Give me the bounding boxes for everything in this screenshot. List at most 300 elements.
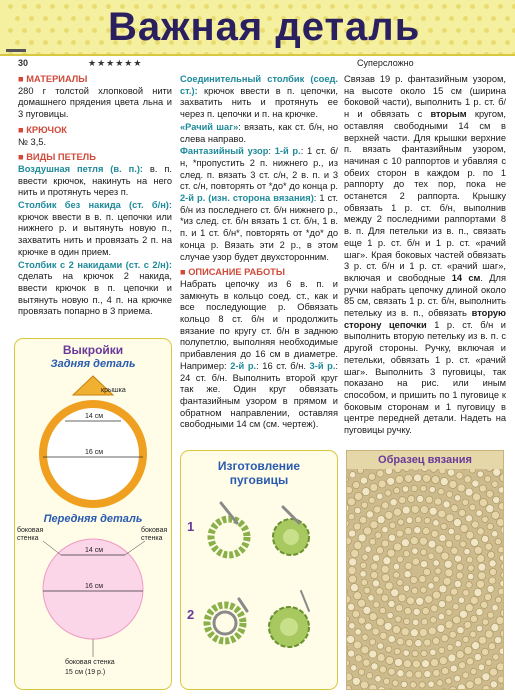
knit-bobble bbox=[441, 523, 447, 529]
knit-bobble bbox=[375, 676, 381, 682]
knit-bobble bbox=[383, 678, 389, 684]
knit-bobble bbox=[420, 587, 426, 593]
knit-bobble bbox=[377, 654, 385, 662]
knit-bobble bbox=[472, 480, 479, 487]
header-pattern-dot bbox=[64, 4, 69, 9]
header-pattern-dot bbox=[316, 52, 321, 56]
knit-bobble bbox=[438, 510, 446, 518]
header-pattern-dot bbox=[428, 4, 433, 9]
knit-bobble bbox=[414, 474, 422, 482]
header-pattern-dot bbox=[428, 28, 433, 33]
knit-bobble bbox=[454, 580, 461, 587]
knit-bobble bbox=[478, 572, 486, 580]
knit-bobble bbox=[426, 496, 433, 503]
knit-bobble bbox=[432, 476, 440, 484]
header-pattern-dot bbox=[85, 16, 90, 21]
knit-bobble bbox=[465, 515, 472, 522]
sample-photo-image bbox=[347, 451, 504, 690]
knit-bobble bbox=[462, 672, 468, 678]
knit-bobble bbox=[458, 597, 464, 603]
knit-bobble bbox=[485, 476, 491, 482]
knit-bobble bbox=[354, 542, 362, 550]
step-2-drawings bbox=[207, 591, 309, 647]
knit-bobble bbox=[477, 471, 483, 477]
knit-bobble bbox=[369, 497, 375, 503]
knit-bobble bbox=[431, 530, 438, 537]
knit-bobble bbox=[362, 554, 368, 560]
knit-bobble bbox=[471, 538, 479, 546]
patterns-title: Выкройки bbox=[62, 343, 124, 357]
knit-bobble bbox=[401, 628, 409, 636]
knit-bobble bbox=[348, 650, 355, 657]
knit-bobble bbox=[371, 571, 378, 578]
knit-bobble bbox=[493, 654, 499, 660]
knit-bobble bbox=[358, 669, 364, 675]
knit-bobble bbox=[441, 635, 448, 642]
knit-bobble bbox=[485, 543, 492, 550]
knit-bobble bbox=[369, 539, 375, 545]
knit-bobble bbox=[424, 671, 431, 678]
knit-bobble bbox=[362, 634, 368, 640]
knit-bobble bbox=[358, 617, 365, 624]
knit-bobble bbox=[373, 602, 379, 608]
header-pattern-dot bbox=[57, 40, 62, 45]
knit-bobble bbox=[446, 678, 452, 684]
knit-bobble bbox=[467, 658, 474, 665]
knit-bobble bbox=[349, 530, 356, 537]
knit-bobble bbox=[493, 496, 500, 503]
knit-bobble bbox=[419, 682, 425, 688]
knit-bobble bbox=[446, 540, 453, 547]
knit-bobble bbox=[488, 643, 495, 650]
materials-text: 280 г толстой хлопковой нити домашнего прядения цвета льна и 3 пуговицы. bbox=[18, 85, 172, 120]
knit-bobble bbox=[349, 472, 355, 478]
knit-bobble bbox=[445, 621, 453, 629]
header-pattern-dot bbox=[22, 28, 27, 33]
side-wall-left-label: боковая стенка bbox=[17, 527, 44, 542]
knit-bobble bbox=[369, 684, 377, 690]
knit-bobble bbox=[456, 563, 463, 570]
knit-bobble bbox=[482, 516, 488, 522]
header-pattern-dot bbox=[470, 4, 475, 9]
knit-bobble bbox=[374, 506, 381, 513]
knit-bobble bbox=[361, 579, 367, 585]
knit-bobble bbox=[411, 485, 417, 491]
knit-bobble bbox=[451, 588, 458, 595]
front-piece-title: Передняя деталь bbox=[43, 513, 143, 525]
knit-bobble bbox=[391, 589, 399, 597]
knit-bobble bbox=[414, 527, 421, 534]
knit-bobble bbox=[384, 622, 392, 630]
knit-bobble bbox=[500, 555, 504, 561]
knit-bobble bbox=[381, 565, 389, 573]
knit-bobble bbox=[423, 474, 431, 482]
knit-bobble bbox=[450, 665, 457, 672]
knit-bobble bbox=[412, 660, 420, 668]
header-pattern-dot bbox=[358, 52, 363, 56]
knit-bobble bbox=[434, 498, 441, 505]
knit-bobble bbox=[404, 571, 411, 578]
knit-bobble bbox=[419, 575, 426, 582]
knit-bobble bbox=[388, 600, 395, 607]
knit-bobble bbox=[397, 638, 404, 645]
knit-bobble bbox=[419, 537, 427, 545]
header-pattern-dot bbox=[162, 52, 167, 56]
difficulty-label: Суперсложно bbox=[357, 58, 414, 68]
knit-bobble bbox=[377, 643, 383, 649]
knit-bobble bbox=[435, 545, 443, 553]
knit-bobble bbox=[464, 646, 472, 654]
header-pattern-dot bbox=[470, 28, 475, 33]
knit-bobble bbox=[371, 663, 378, 670]
knit-bobble bbox=[410, 576, 417, 583]
knit-bobble bbox=[387, 549, 395, 557]
knit-bobble bbox=[439, 585, 447, 593]
knit-bobble bbox=[385, 511, 393, 519]
knit-bobble bbox=[397, 670, 404, 677]
knit-bobble bbox=[439, 535, 446, 542]
knit-bobble bbox=[463, 636, 469, 642]
knit-bobble bbox=[350, 584, 358, 592]
knit-bobble bbox=[354, 523, 361, 530]
knit-bobble bbox=[497, 663, 504, 671]
knit-bobble bbox=[377, 470, 384, 477]
knit-bobble bbox=[393, 626, 401, 634]
knit-bobble bbox=[420, 561, 427, 568]
header-pattern-dot bbox=[43, 40, 48, 45]
knit-bobble bbox=[376, 547, 383, 554]
knit-bobble bbox=[449, 480, 457, 488]
width-14-label: 14 см bbox=[85, 413, 104, 420]
knit-bobble bbox=[457, 484, 465, 492]
header-pattern-dot bbox=[29, 16, 34, 21]
knit-bobble bbox=[443, 501, 450, 508]
page-title: Важная деталь bbox=[108, 5, 421, 49]
knit-bobble bbox=[351, 550, 359, 558]
knit-bobble bbox=[464, 621, 471, 628]
header-pattern-dot bbox=[288, 52, 293, 56]
knit-bobble bbox=[479, 485, 486, 492]
knit-bobble bbox=[397, 579, 403, 585]
knit-bobble bbox=[360, 571, 366, 577]
knit-bobble bbox=[410, 629, 418, 637]
knit-bobble bbox=[495, 538, 501, 544]
knit-bobble bbox=[499, 648, 504, 654]
knit-bobble bbox=[458, 684, 466, 690]
header-pattern-dot bbox=[36, 28, 41, 33]
knit-bobble bbox=[406, 671, 413, 678]
knit-bobble bbox=[369, 639, 375, 645]
knit-bobble bbox=[412, 558, 419, 565]
knit-bobble bbox=[470, 596, 478, 604]
knit-bobble bbox=[475, 689, 482, 690]
knit-bobble bbox=[406, 517, 412, 523]
knit-bobble bbox=[387, 477, 395, 485]
knit-bobble bbox=[424, 517, 430, 523]
header-pattern-dot bbox=[99, 16, 104, 21]
side-wall-size-label: 15 см (19 р.) bbox=[65, 669, 106, 676]
header-pattern-dot bbox=[386, 52, 391, 56]
header-pattern-dot bbox=[232, 52, 237, 56]
knit-bobble bbox=[420, 485, 426, 491]
knit-bobble bbox=[415, 671, 422, 678]
knit-bobble bbox=[459, 509, 466, 516]
knit-bobble bbox=[430, 649, 436, 655]
knit-bobble bbox=[377, 516, 385, 524]
knit-bobble bbox=[466, 681, 474, 689]
header-pattern-dot bbox=[43, 16, 48, 21]
width-14b-label: 14 см bbox=[85, 547, 104, 554]
knit-bobble bbox=[382, 502, 389, 509]
knit-bobble bbox=[485, 630, 493, 638]
knit-bobble bbox=[492, 605, 498, 611]
fancy-pattern: Фантазийный узор: 1-й р.: 1 ст. б/н, *пропустить 2 п. нижнего р., из след. п. вязать 3 ст. с/н, 2 в. п. и 3 ст. с/н, повторять от *до* до конца р. 2-й р. (изн. сторона вязания): 1 ст. б/н из последнего ст. б/н нижнего р., *из след. ст. б/н вязать 1 ст. б/н, 1 в. п. и 1 ст. б/н*, повторять от *до* до конца р. Вязать эти 2 р., в этом случае узор будет двухсторонним. bbox=[180, 146, 339, 262]
knit-bobble bbox=[395, 658, 403, 666]
knit-bobble bbox=[433, 560, 439, 566]
loop-single-crochet: Столбик без накида (ст. б/н): крючок ввести в в. п. цепочки или нижнего р. и вытянуть новую п., захватить нить и провязать 2 п. на крючке в один прием. bbox=[18, 200, 172, 257]
text-column-1 bbox=[18, 74, 172, 319]
knit-bobble bbox=[399, 497, 406, 504]
knit-bobble bbox=[482, 535, 489, 542]
loop-double-treble: Столбик с 2 накидами (ст. с 2/н): сделать на крючок 2 накида, ввести крючок в п. цепочки и вытянуть новую п., 4 п. на крючке провязать попарно в 3 приема. bbox=[18, 259, 172, 317]
knit-bobble bbox=[398, 594, 406, 602]
header-pattern-dot bbox=[428, 52, 433, 56]
knit-bobble bbox=[407, 597, 415, 605]
knit-bobble bbox=[360, 681, 368, 689]
knit-bobble bbox=[383, 557, 391, 565]
knit-bobble bbox=[401, 539, 409, 547]
knit-bobble bbox=[446, 609, 452, 615]
knit-bobble bbox=[478, 563, 486, 571]
header-pattern-dot bbox=[491, 16, 496, 21]
header-pattern-dot bbox=[484, 4, 489, 9]
header-pattern-dot bbox=[442, 28, 447, 33]
knit-bobble bbox=[385, 490, 391, 496]
header-pattern-dot bbox=[477, 40, 482, 45]
knit-bobble bbox=[401, 681, 407, 687]
knit-bobble bbox=[415, 640, 422, 647]
width-16-label: 16 см bbox=[85, 449, 104, 456]
header-pattern-dot bbox=[400, 52, 405, 56]
header-pattern-dot bbox=[71, 40, 76, 45]
hook-text: № 3,5. bbox=[18, 136, 47, 147]
knit-bobble bbox=[361, 646, 369, 654]
knit-bobble bbox=[355, 655, 362, 662]
header-pattern-dot bbox=[64, 28, 69, 33]
knit-bobble bbox=[385, 582, 393, 590]
knit-bobble bbox=[478, 664, 484, 670]
knit-bobble bbox=[365, 546, 371, 552]
knit-bobble bbox=[372, 628, 379, 635]
knit-bobble bbox=[492, 511, 500, 519]
knit-bobble bbox=[468, 565, 474, 571]
knit-bobble bbox=[489, 560, 496, 567]
knit-bobble bbox=[489, 577, 496, 584]
header-pattern-dot bbox=[204, 52, 209, 56]
knit-bobble bbox=[371, 563, 378, 570]
knit-bobble bbox=[460, 524, 468, 532]
knit-bobble bbox=[360, 477, 367, 484]
header-pattern-dot bbox=[442, 4, 447, 9]
knit-bobble bbox=[394, 543, 402, 551]
knit-bobble bbox=[382, 540, 389, 547]
knit-bobble bbox=[498, 487, 504, 493]
knit-bobble bbox=[364, 527, 372, 535]
section-heading-materials: ■ МАТЕРИАЛЫ bbox=[18, 74, 88, 84]
knit-bobble bbox=[469, 504, 475, 510]
knit-bobble bbox=[408, 495, 415, 502]
knit-bobble bbox=[347, 538, 351, 545]
knit-bobble bbox=[390, 499, 397, 506]
knit-bobble bbox=[428, 583, 434, 589]
knit-bobble bbox=[470, 668, 476, 674]
knit-bobble bbox=[355, 629, 361, 635]
knit-bobble bbox=[415, 517, 421, 523]
knit-bobble bbox=[428, 553, 434, 559]
knit-bobble bbox=[392, 680, 398, 686]
knit-bobble bbox=[387, 612, 393, 618]
header-pattern-dot bbox=[260, 52, 265, 56]
knit-bobble bbox=[466, 531, 474, 539]
width-16b-label: 16 см bbox=[85, 583, 104, 590]
knit-bobble bbox=[419, 629, 427, 637]
knit-bobble bbox=[495, 637, 502, 644]
knit-bobble bbox=[484, 593, 491, 600]
knit-bobble bbox=[416, 597, 424, 605]
knit-bobble bbox=[360, 517, 367, 524]
header-pattern-dot bbox=[414, 52, 419, 56]
knit-bobble bbox=[365, 623, 372, 630]
knit-bobble bbox=[372, 580, 379, 587]
header-pattern-dot bbox=[78, 4, 83, 9]
knit-bobble bbox=[405, 474, 413, 482]
knit-bobble bbox=[460, 541, 466, 547]
header-pattern-dot bbox=[50, 28, 55, 33]
knit-bobble bbox=[417, 495, 424, 502]
header-pattern-dot bbox=[491, 40, 496, 45]
knit-bobble bbox=[448, 469, 455, 476]
knit-bobble bbox=[446, 491, 452, 497]
header-pattern-dot bbox=[78, 28, 83, 33]
knit-bobble bbox=[439, 657, 447, 665]
knit-bobble bbox=[442, 667, 449, 674]
knit-bobble bbox=[388, 636, 395, 643]
knit-bobble bbox=[438, 601, 445, 608]
knit-bobble bbox=[428, 540, 436, 548]
knit-bobble bbox=[363, 659, 370, 666]
knit-bobble bbox=[454, 555, 461, 562]
work-description-continued: Связав 19 р. фантазийным узором, на высоте около 15 см (ширина боковой части), выполнить 1 р. ст. б/н и обвязать с вторым кругом, оставляя свободными 14 см в верхней части. Для крышки верхние п. вязать фантазийным узором, начиная с 10 раппортов и убавляя с обеих сторон в каждом р. по 1 раппорту до тех пор, пока не останется 2 раппорта. Крышку обвязать 1 р. ст. б/н, выполнив между 2 последними раппортами 8 в. п. Для петельки из в. п., связать еще 1 р. ст. б/н и 1 р. ст. «рачий шаг». Края боковых частей обвязать 3 р. ст. б/н и 1 р. ст. «рачий шаг», включая и свободные 14 см. Для ручки набрать цепочку длиной около 85 см, связать 1 р. ст. б/н, выполнить петельку из в. п., обвязать вторую сторону цепочки 1 р. ст. б/н и выполнить вторую петельку из в. п. с другой стороны. Ручку, включая и петельки, обвязать 1 р. ст. «рачий шаг». Выполнить 3 пуговицы, так показано на рис. или иным способом, и пришить по 1 пуговице к боковым сторонам и 1 пуговицу в центре передней детали. Надеть на пуговицы ручку. bbox=[344, 74, 506, 436]
knitting-sample-photo bbox=[346, 450, 504, 690]
knit-bobble bbox=[431, 605, 438, 612]
knit-bobble bbox=[421, 650, 427, 656]
knit-bobble bbox=[456, 472, 463, 479]
knit-bobble bbox=[351, 665, 357, 671]
header-pattern-dot bbox=[274, 52, 279, 56]
knit-bobble bbox=[398, 519, 404, 525]
knit-bobble bbox=[428, 681, 434, 687]
header-pattern-dot bbox=[484, 28, 489, 33]
knit-bobble bbox=[487, 585, 494, 592]
knit-bobble bbox=[445, 595, 452, 602]
knit-bobble bbox=[363, 606, 371, 614]
header-pattern-dot bbox=[85, 40, 90, 45]
header-pattern-dot bbox=[36, 4, 41, 9]
step-1-label: 1 bbox=[187, 519, 195, 534]
header-pattern-dot bbox=[449, 40, 454, 45]
knit-bobble bbox=[403, 551, 409, 557]
knit-bobble bbox=[412, 650, 418, 656]
knit-bobble bbox=[433, 520, 439, 526]
knit-bobble bbox=[479, 499, 487, 507]
knit-bobble bbox=[482, 648, 489, 655]
text-column-3 bbox=[344, 74, 506, 438]
knit-bobble bbox=[394, 648, 400, 654]
knit-bobble bbox=[438, 647, 444, 653]
knit-bobble bbox=[355, 507, 361, 513]
knit-bobble bbox=[487, 612, 493, 618]
header-pattern-dot bbox=[36, 52, 41, 56]
back-piece-title: Задняя деталь bbox=[50, 358, 136, 370]
subheader bbox=[18, 57, 498, 70]
button-making-title: Изготовление пуговицы bbox=[217, 459, 301, 487]
knit-bobble bbox=[462, 499, 468, 505]
knit-bobble bbox=[483, 685, 490, 690]
knit-bobble bbox=[449, 631, 456, 638]
knit-bobble bbox=[381, 595, 388, 602]
knit-bobble bbox=[411, 505, 419, 513]
knit-bobble bbox=[482, 619, 488, 625]
knit-bobble bbox=[463, 590, 469, 596]
knit-bobble bbox=[358, 534, 366, 542]
knit-bobble bbox=[429, 486, 435, 492]
knit-bobble bbox=[464, 548, 470, 554]
step-2-label: 2 bbox=[187, 607, 195, 622]
knit-bobble bbox=[433, 576, 439, 582]
header-pattern-dot bbox=[435, 16, 440, 21]
knit-bobble bbox=[455, 534, 461, 540]
knit-bobble bbox=[433, 591, 441, 599]
knit-bobble bbox=[396, 530, 403, 537]
knit-bobble bbox=[347, 487, 353, 494]
knit-bobble bbox=[405, 562, 412, 569]
knit-bobble bbox=[448, 654, 456, 662]
knit-bobble bbox=[497, 518, 504, 526]
knit-bobble bbox=[466, 582, 472, 588]
header-pattern-dot bbox=[421, 16, 426, 21]
work-description: Набрать цепочку из 6 в. п. и замкнуть в кольцо соед. ст., как и все последующие р. Обвязать кольцо 8 ст. б/н и продолжить вязание по кругу ст. б/н в заднюю полупетлю, выполняя необходимые прибавления до 16 см в диаметре. Например: 2-й р.: 16 ст. б/н. 3-й р.: 24 ст. б/н. Выполнить второй круг так же. Один круг обвязать фантазийным узором в прямом и обратном направлении, оставляя свободными 14 см (см. чертеж). bbox=[180, 278, 338, 430]
knit-bobble bbox=[349, 558, 357, 566]
header-pattern-dot bbox=[246, 52, 251, 56]
knit-bobble bbox=[488, 551, 495, 558]
knit-bobble bbox=[360, 562, 366, 568]
knit-bobble bbox=[368, 473, 375, 480]
knit-bobble bbox=[429, 507, 437, 515]
header-pattern-dot bbox=[435, 40, 440, 45]
knit-bobble bbox=[491, 624, 499, 632]
header-pattern-dot bbox=[470, 52, 475, 56]
knit-bobble bbox=[369, 650, 377, 658]
knit-bobble bbox=[404, 607, 411, 614]
header-pattern-dot bbox=[57, 16, 62, 21]
header-pattern-dot bbox=[456, 28, 461, 33]
leader-line bbox=[125, 541, 145, 555]
knit-bobble bbox=[379, 666, 386, 673]
knit-bobble bbox=[405, 527, 412, 534]
knit-bobble bbox=[412, 588, 418, 594]
knit-bobble bbox=[453, 519, 461, 527]
header-pattern-dot bbox=[8, 28, 13, 33]
